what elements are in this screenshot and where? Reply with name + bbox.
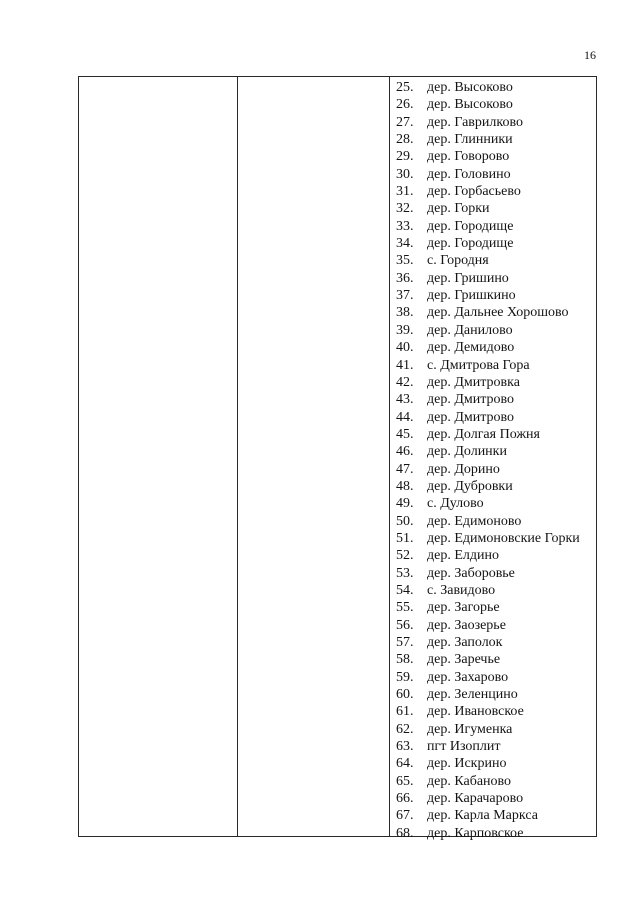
item-number: 45. — [396, 426, 414, 442]
item-number: 48. — [396, 478, 414, 494]
item-number: 62. — [396, 721, 414, 737]
item-number: 61. — [396, 704, 414, 720]
list-item — [396, 478, 580, 495]
item-text: с. Завидово — [427, 582, 496, 598]
list-item — [396, 235, 580, 252]
item-text: дер. Высоково — [427, 97, 513, 113]
item-text: дер. Данилово — [427, 322, 513, 338]
item-text: дер. Дорино — [427, 461, 500, 477]
item-number: 67. — [396, 808, 414, 824]
item-number: 37. — [396, 288, 414, 304]
item-number: 42. — [396, 374, 414, 390]
list-item — [396, 183, 580, 200]
item-text: дер. Гришкино — [427, 288, 516, 304]
column-divider-2 — [389, 77, 390, 836]
item-number: 59. — [396, 669, 414, 685]
list-item — [396, 461, 580, 478]
item-text: дер. Глинники — [427, 132, 513, 148]
list-item — [396, 634, 580, 651]
item-text: пгт Изоплит — [427, 739, 501, 755]
item-text: с. Дмитрова Гора — [427, 357, 530, 373]
item-text: дер. Карачарово — [427, 791, 524, 807]
list-item — [396, 287, 580, 304]
settlement-list — [396, 79, 580, 842]
list-item — [396, 530, 580, 547]
item-text: дер. Карла Маркса — [427, 808, 538, 824]
item-text: дер. Игуменка — [427, 721, 513, 737]
item-number: 58. — [396, 652, 414, 668]
list-item — [396, 304, 580, 321]
item-text: дер. Долинки — [427, 444, 507, 460]
list-item — [396, 825, 580, 842]
item-text: дер. Ивановское — [427, 704, 524, 720]
item-text: дер. Заполок — [427, 635, 503, 650]
item-text: дер. Дубровки — [427, 478, 513, 494]
item-text: дер. Дальнее Хорошово — [427, 305, 569, 321]
item-text: с. Дулово — [427, 496, 484, 512]
list-item — [396, 339, 580, 356]
list-item — [396, 755, 580, 772]
item-number: 60. — [396, 687, 414, 703]
item-number: 27. — [396, 114, 414, 130]
item-text: дер. Гришино — [427, 270, 509, 286]
list-item — [396, 513, 580, 530]
list-item — [396, 495, 580, 512]
list-item — [396, 252, 580, 269]
item-number: 33. — [396, 218, 414, 234]
item-text: дер. Заречье — [427, 652, 501, 668]
list-item — [396, 200, 580, 217]
item-number: 36. — [396, 270, 414, 286]
item-number: 65. — [396, 773, 414, 789]
list-item — [396, 270, 580, 287]
item-number: 43. — [396, 392, 414, 408]
item-text: дер. Горбасьево — [427, 184, 521, 200]
item-number: 30. — [396, 166, 414, 182]
list-item — [396, 651, 580, 668]
list-item — [396, 114, 580, 131]
item-text: дер. Головино — [427, 166, 511, 182]
item-text: с. Городня — [427, 253, 489, 269]
item-text: дер. Елдино — [427, 548, 499, 564]
list-item — [396, 374, 580, 391]
item-number: 39. — [396, 322, 414, 338]
item-text: дер. Кабаново — [427, 773, 512, 789]
item-number: 34. — [396, 236, 414, 252]
list-item — [396, 686, 580, 703]
item-number: 68. — [396, 825, 414, 841]
item-text: дер. Зеленцино — [427, 687, 518, 703]
list-item — [396, 79, 580, 96]
list-item — [396, 166, 580, 183]
item-text: дер. Гаврилково — [427, 114, 523, 130]
list-item — [396, 96, 580, 113]
item-number: 50. — [396, 513, 414, 529]
item-text: дер. Едимоново — [427, 513, 522, 529]
list-item — [396, 790, 580, 807]
item-number: 26. — [396, 97, 414, 113]
list-item — [396, 357, 580, 374]
list-item — [396, 599, 580, 616]
list-item — [396, 807, 580, 824]
list-item — [396, 617, 580, 634]
list-item — [396, 131, 580, 148]
item-number: 52. — [396, 548, 414, 564]
item-text: дер. Долгая Пожня — [427, 426, 540, 442]
item-text: дер. Городище — [427, 236, 514, 252]
item-number: 31. — [396, 184, 414, 200]
item-text: дер. Демидово — [427, 340, 515, 356]
item-number: 57. — [396, 635, 414, 650]
list-item — [396, 409, 580, 426]
item-text: дер. Захарово — [427, 669, 509, 685]
item-number: 25. — [396, 80, 414, 95]
item-text: дер. Загорье — [427, 600, 500, 616]
list-item — [396, 703, 580, 720]
item-text: дер. Заборовье — [427, 565, 515, 581]
item-number: 49. — [396, 496, 414, 512]
list-item — [396, 426, 580, 443]
item-text: дер. Искрино — [427, 756, 507, 772]
item-text: дер. Высоково — [427, 80, 513, 95]
item-number: 32. — [396, 201, 414, 217]
list-item — [396, 773, 580, 790]
item-number: 38. — [396, 305, 414, 321]
list-item — [396, 322, 580, 339]
item-text: дер. Городище — [427, 218, 514, 234]
item-text: дер. Едимоновские Горки — [427, 530, 580, 546]
list-item — [396, 148, 580, 165]
item-number: 40. — [396, 340, 414, 356]
item-number: 28. — [396, 132, 414, 148]
item-number: 51. — [396, 530, 414, 546]
list-item — [396, 738, 580, 755]
list-item — [396, 218, 580, 235]
item-number: 53. — [396, 565, 414, 581]
item-text: дер. Карповское — [427, 825, 524, 841]
item-number: 44. — [396, 409, 414, 425]
item-number: 63. — [396, 739, 414, 755]
item-number: 41. — [396, 357, 414, 373]
item-text: дер. Горки — [427, 201, 490, 217]
item-text: дер. Дмитровка — [427, 374, 520, 390]
item-number: 55. — [396, 600, 414, 616]
item-text: дер. Дмитрово — [427, 409, 515, 425]
item-number: 47. — [396, 461, 414, 477]
item-number: 46. — [396, 444, 414, 460]
item-number: 64. — [396, 756, 414, 772]
list-item — [396, 721, 580, 738]
list-item — [396, 582, 580, 599]
item-number: 35. — [396, 253, 414, 269]
list-item — [396, 391, 580, 408]
list-item — [396, 669, 580, 686]
page-number: 16 — [584, 48, 596, 62]
item-text: дер. Говорово — [427, 149, 510, 165]
item-number: 29. — [396, 149, 414, 165]
list-item — [396, 547, 580, 564]
item-number: 54. — [396, 582, 414, 598]
list-item — [396, 443, 580, 460]
item-number: 66. — [396, 791, 414, 807]
item-text: дер. Дмитрово — [427, 392, 515, 408]
item-number: 56. — [396, 617, 414, 633]
list-item — [396, 565, 580, 582]
item-text: дер. Заозерье — [427, 617, 506, 633]
column-divider-1 — [237, 77, 238, 836]
